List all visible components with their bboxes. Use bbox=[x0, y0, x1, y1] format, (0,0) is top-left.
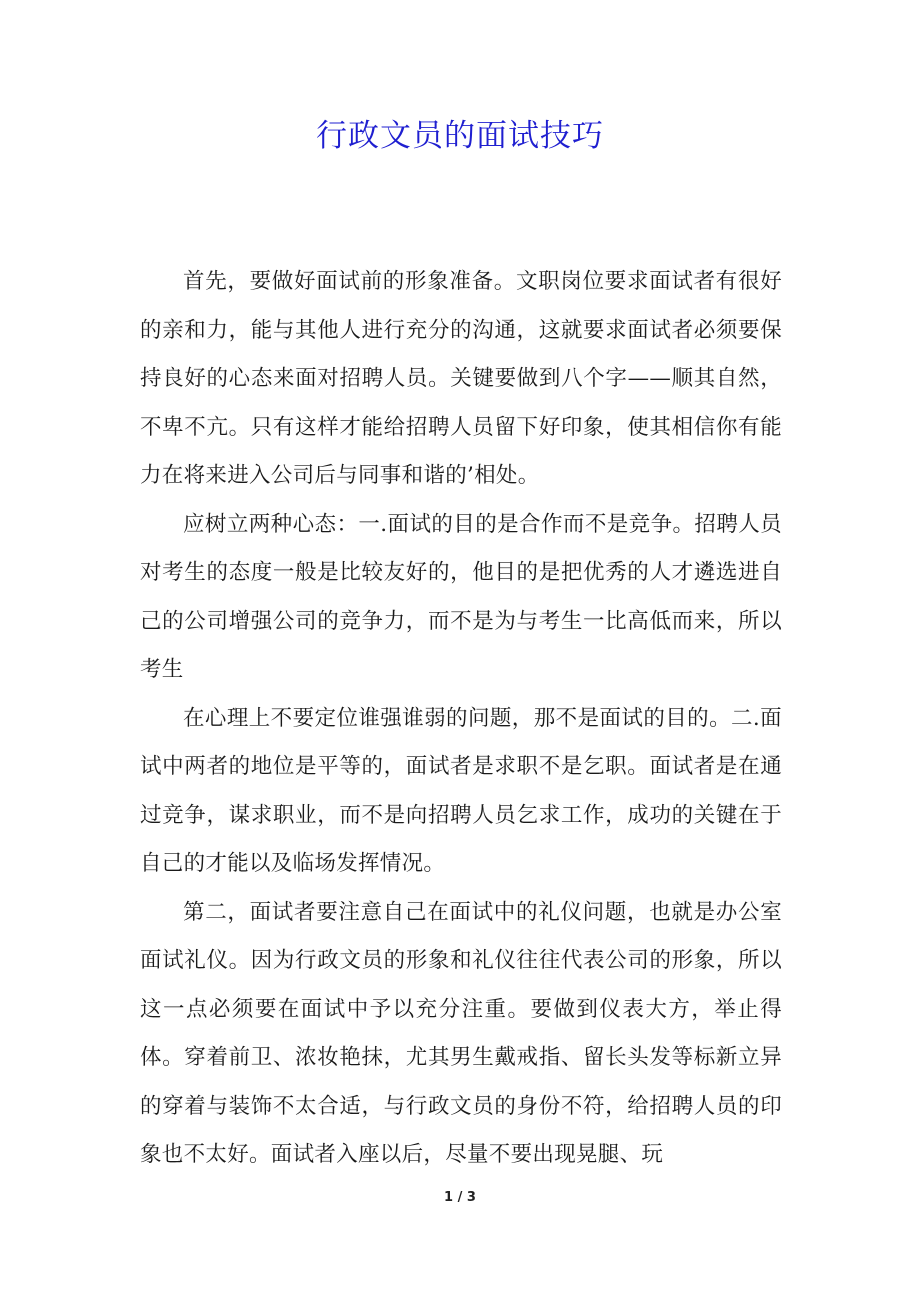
paragraph-4: 第二，面试者要注意自己在面试中的礼仪问题，也就是办公室面试礼仪。因为行政文员的形象和礼仪往往代表公司的形象，所以这一点必须要在面试中予以充分注重。要做到仪表大方，举止得体。穿着前卫、浓妆艳抹，尤其男生戴戒指、留长头发等标新立异的穿着与装饰不太合适，与行政文员的身份不符，给招聘人员的印象也不太好。面试者入座以后，尽量不要出现晃腿、玩 bbox=[140, 899, 782, 1167]
page-number: 1 / 3 bbox=[444, 1190, 476, 1205]
paragraph-3: 在心理上不要定位谁强谁弱的问题，那不是面试的目的。二.面试中两者的地位是平等的，面试者是求职不是乞职。面试者是在通过竞争，谋求职业，而不是向招聘人员乞求工作，成功的关键在于自己的才能以及临场发挥情况。 bbox=[140, 705, 782, 876]
paragraph-1: 首先，要做好面试前的形象准备。文职岗位要求面试者有很好的亲和力，能与其他人进行充分的沟通，这就要求面试者必须要保持良好的心态来面对招聘人员。关键要做到八个字——顺其自然，不卑不亢。只有这样才能给招聘人员留下好印象，使其相信你有能力在将来进入公司后与同事和谐的’相处。 bbox=[140, 269, 782, 488]
page-title: 行政文员的面试技巧 bbox=[316, 118, 604, 154]
document-body bbox=[140, 258, 782, 1180]
paragraph-2: 应树立两种心态：一.面试的目的是合作而不是竞争。招聘人员对考生的态度一般是比较友好的，他目的是把优秀的人才遴选进自己的公司增强公司的竞争力，而不是为与考生一比高低而来，所以考生 bbox=[140, 511, 782, 682]
